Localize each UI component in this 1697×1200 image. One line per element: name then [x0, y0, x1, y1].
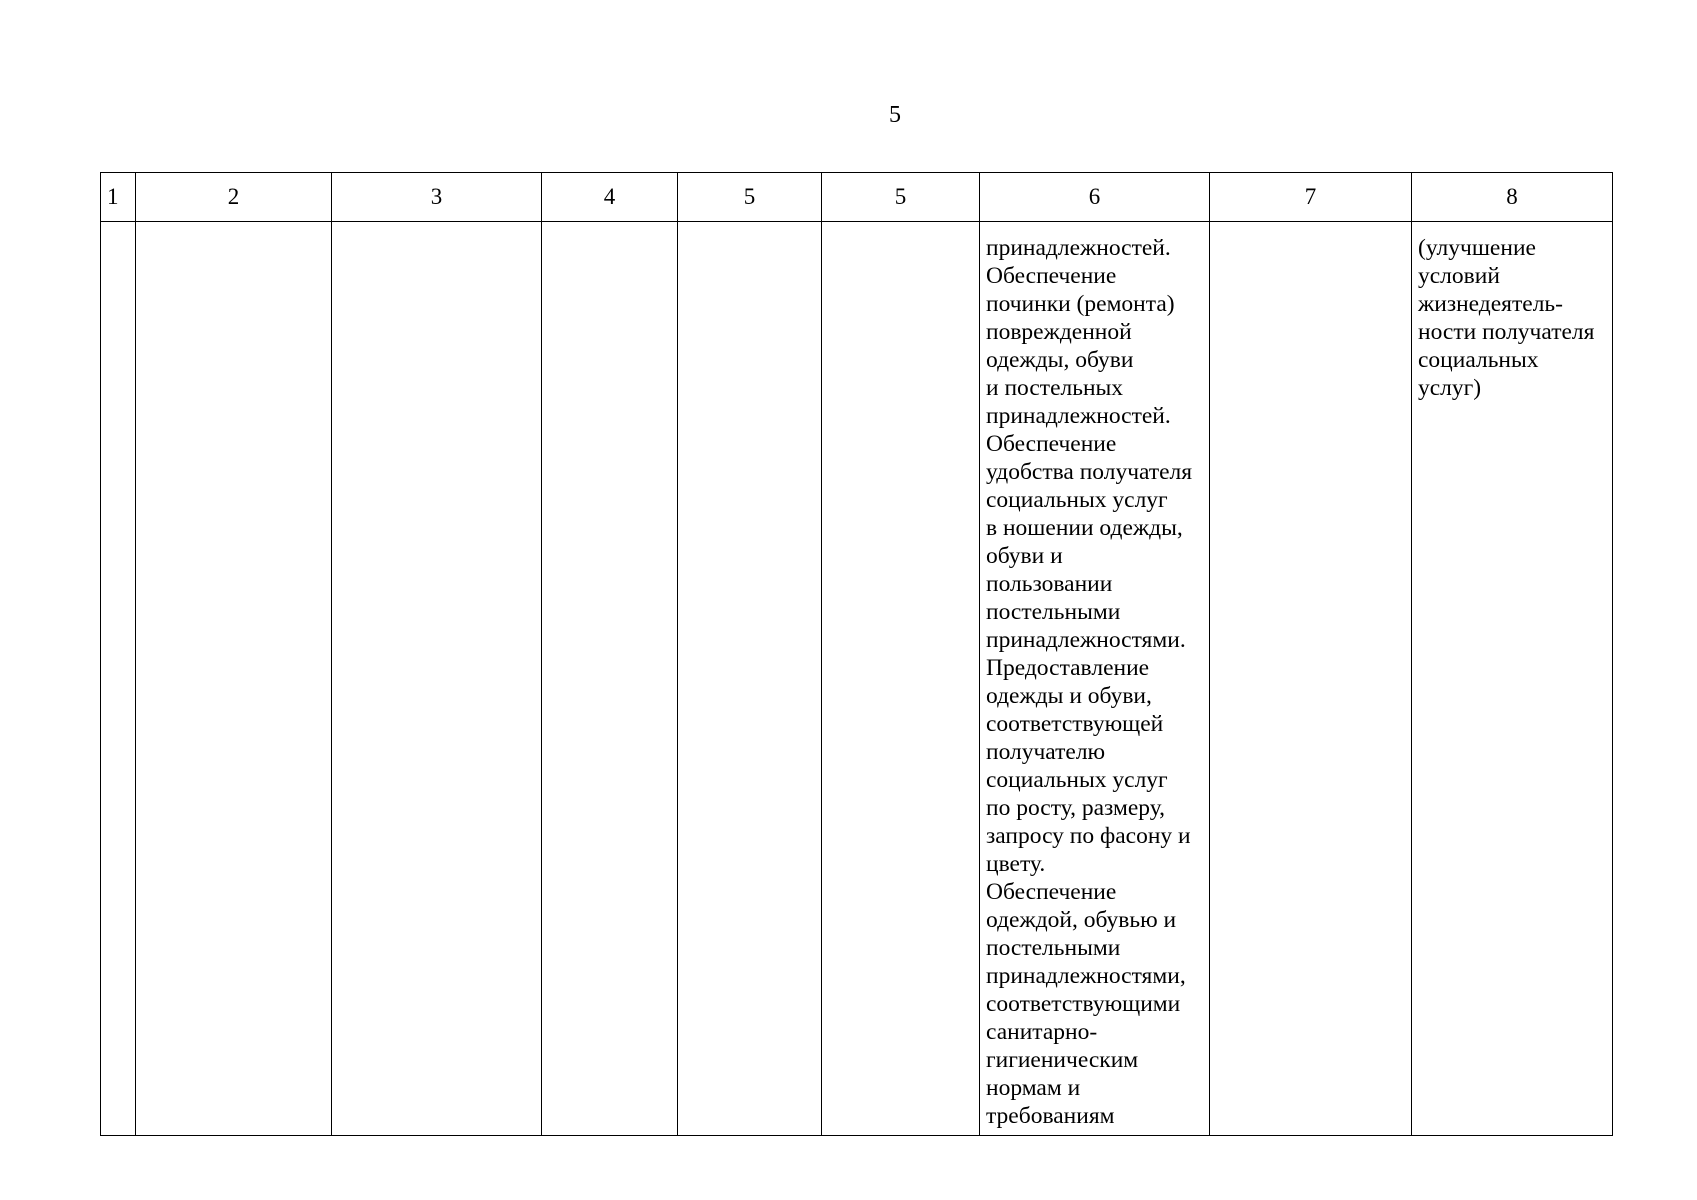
- row-cell-col-1: [101, 222, 136, 1136]
- outcome-line: жизнедеятель-: [1418, 291, 1563, 317]
- outcome-line: ности получателя: [1418, 319, 1595, 345]
- description-line: нормам и: [986, 1075, 1081, 1101]
- description-line: социальных услуг: [986, 487, 1168, 513]
- description-line: Предоставление: [986, 655, 1150, 681]
- outcome-line: условий: [1418, 263, 1500, 289]
- description-line: соответствующей: [986, 711, 1164, 737]
- row-cell-col-5: [678, 222, 822, 1136]
- description-line: пользовании: [986, 571, 1113, 597]
- description-line: получателю: [986, 739, 1106, 765]
- description-line: удобства получателя: [986, 459, 1193, 485]
- table-header-row: [101, 173, 1613, 222]
- row-cell-col-7: [980, 222, 1210, 1136]
- row-cell-col-6: [822, 222, 980, 1136]
- row-cell-col-9: [1412, 222, 1613, 1136]
- description-line: одежды и обуви,: [986, 683, 1152, 709]
- description-line: в ношении одежды,: [986, 515, 1183, 541]
- description-line: поврежденной: [986, 319, 1132, 345]
- service-outcome-text: [1412, 222, 1612, 402]
- description-line: требованиям: [986, 1103, 1115, 1129]
- description-line: Обеспечение: [986, 263, 1117, 289]
- description-line: Обеспечение: [986, 431, 1117, 457]
- row-cell-col-8: [1210, 222, 1412, 1136]
- row-cell-col-4: [542, 222, 678, 1136]
- header-cell-col-8: 7: [1210, 173, 1412, 222]
- description-line: запросу по фасону и: [986, 823, 1191, 849]
- header-cell-col-2: 2: [136, 173, 332, 222]
- description-line: и постельных: [986, 375, 1124, 401]
- outcome-line: услуг): [1418, 375, 1482, 401]
- header-cell-col-9: 8: [1412, 173, 1613, 222]
- table-row: [101, 222, 1613, 1136]
- header-cell-col-4: 4: [542, 173, 678, 222]
- header-cell-col-1: 1: [101, 173, 136, 222]
- row-cell-col-3: [332, 222, 542, 1136]
- description-line: принадлежностями.: [986, 627, 1186, 653]
- page-number: 5: [889, 102, 901, 128]
- service-description-text: [980, 222, 1209, 1130]
- description-line: принадлежностей.: [986, 235, 1171, 261]
- description-line: постельными: [986, 935, 1121, 961]
- description-line: социальных услуг: [986, 767, 1168, 793]
- description-line: гигиеническим: [986, 1047, 1139, 1073]
- description-line: по росту, размеру,: [986, 795, 1165, 821]
- outcome-line: социальных: [1418, 347, 1539, 373]
- description-line: санитарно-: [986, 1019, 1098, 1045]
- description-line: Обеспечение: [986, 879, 1117, 905]
- outcome-line: (улучшение: [1418, 235, 1536, 261]
- description-line: цвету.: [986, 851, 1046, 877]
- description-line: починки (ремонта): [986, 291, 1175, 317]
- description-line: одеждой, обувью и: [986, 907, 1177, 933]
- services-table: [100, 172, 1613, 1136]
- description-line: постельными: [986, 599, 1121, 625]
- description-line: соответствующими: [986, 991, 1181, 1017]
- header-cell-col-5: 5: [678, 173, 822, 222]
- header-cell-col-7: 6: [980, 173, 1210, 222]
- header-cell-col-6: 5: [822, 173, 980, 222]
- description-line: принадлежностями,: [986, 963, 1186, 989]
- header-cell-col-3: 3: [332, 173, 542, 222]
- description-line: одежды, обуви: [986, 347, 1134, 373]
- description-line: принадлежностей.: [986, 403, 1171, 429]
- row-cell-col-2: [136, 222, 332, 1136]
- description-line: обуви и: [986, 543, 1063, 569]
